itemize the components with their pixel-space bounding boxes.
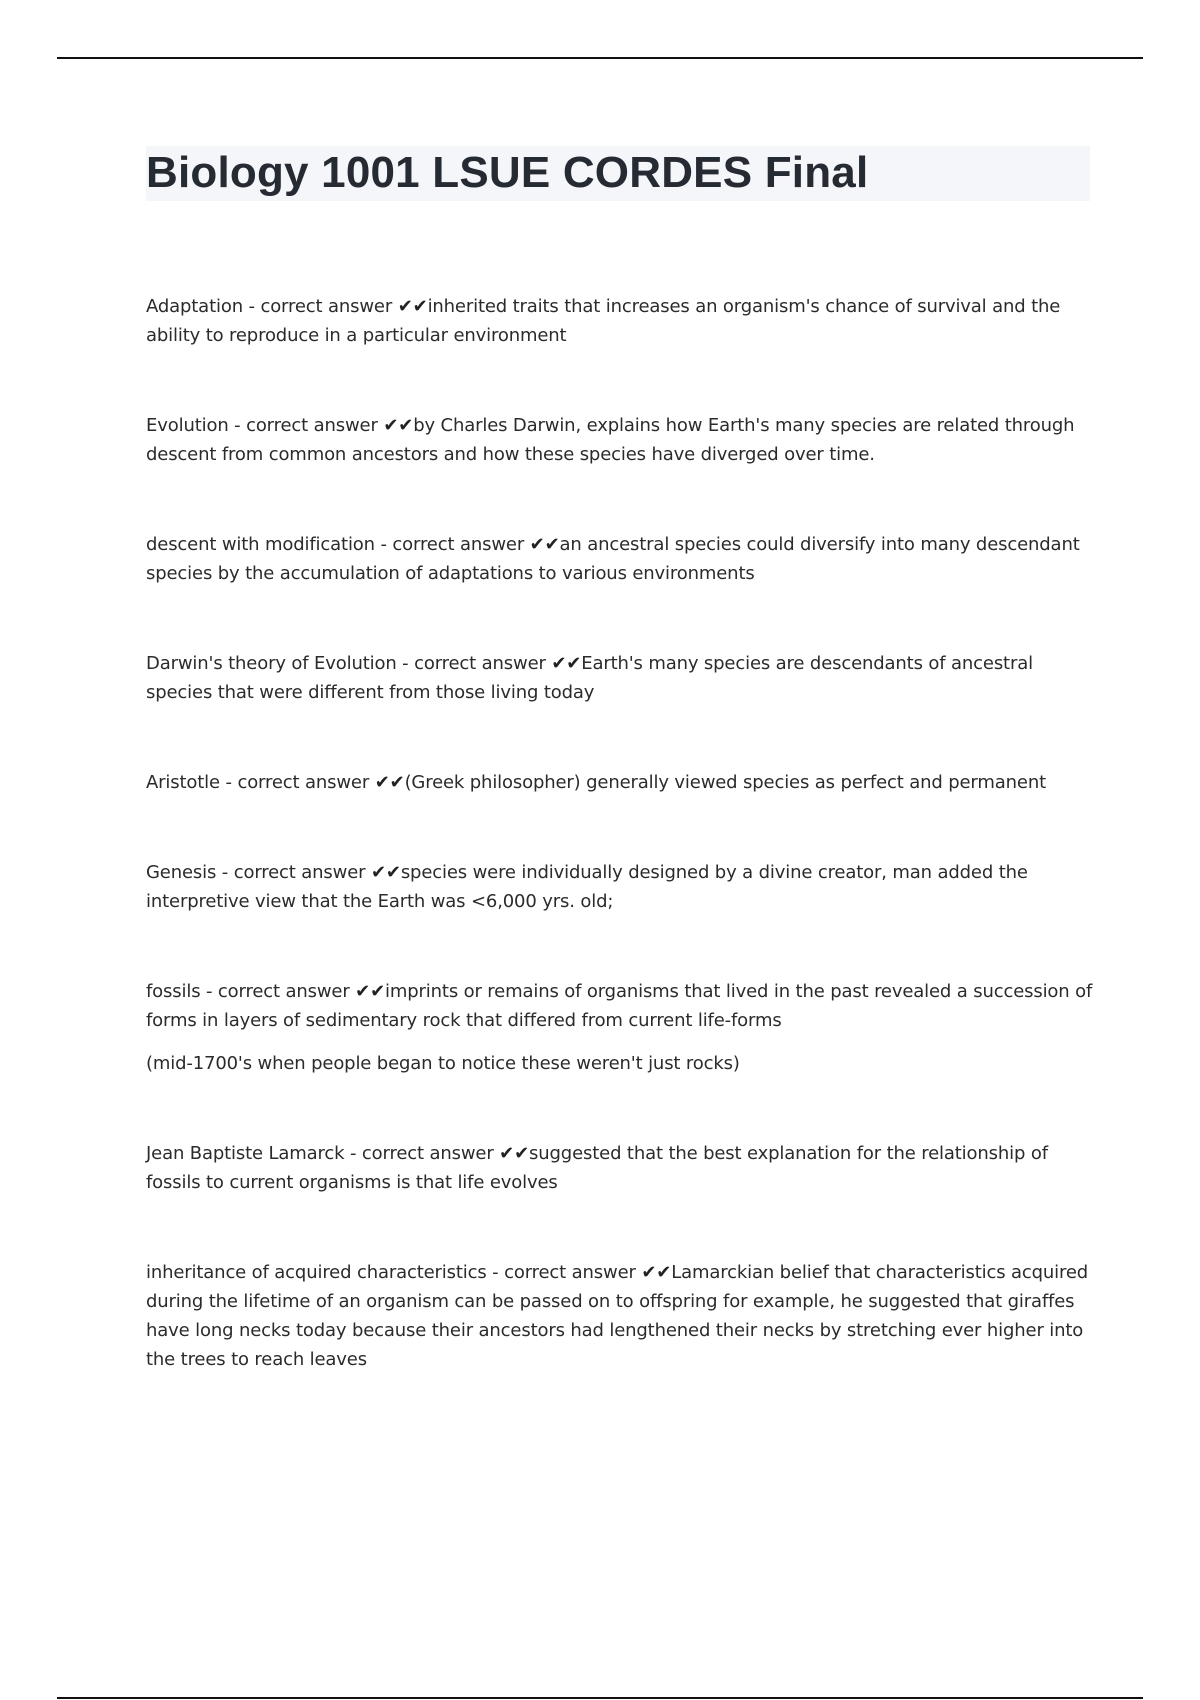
entry-text [146,977,1096,1035]
check-icon: ✔✔ [641,1262,672,1283]
check-icon: ✔✔ [551,653,582,674]
entry-term: Darwin's theory of Evolution [146,653,397,674]
entry-separator: - correct answer [216,862,371,883]
flashcard-entry-descent-with-modification [146,530,1096,588]
check-icon: ✔✔ [355,981,386,1002]
entry-definition: an ancestral species could diversify into many descendant species by the accumulation of adaptations to various environments [146,534,1080,584]
entry-definition: species were individually designed by a divine creator, man added the interpretive view that the Earth was <6,000 yrs. old; [146,862,1028,912]
flashcard-entry-genesis [146,858,1096,916]
entry-term: Jean Baptiste Lamarck [146,1143,345,1164]
check-icon: ✔✔ [370,862,401,883]
entry-definition: imprints or remains of organisms that lived in the past revealed a succession of forms in layers of sedimentary rock that differed from current life-forms [146,981,1093,1031]
entry-term: inheritance of acquired characteristics [146,1262,487,1283]
entry-term: Evolution [146,415,229,436]
check-icon: ✔✔ [499,1143,530,1164]
entry-text [146,1139,1096,1197]
entry-definition: suggested that the best explanation for the relationship of fossils to current organisms is that life evolves [146,1143,1048,1193]
entry-separator: - correct answer [374,534,530,555]
entry-term: descent with modification [146,534,375,555]
flashcard-entry-aristotle [146,768,1096,797]
flashcard-entry-darwins-theory [146,649,1096,707]
entry-separator: - correct answer [396,653,552,674]
entry-separator: - correct answer [200,981,356,1002]
entry-definition: Lamarckian belief that characteristics acquired during the lifetime of an organism can be passed on to offspring for example, he suggested that giraffes have long necks today because their ancestors had lengthened their necks by stretching ever higher into the trees to reach leaves [146,1262,1089,1370]
entry-text [146,1258,1096,1374]
entry-text [146,411,1096,469]
flashcard-entry-inheritance-acquired [146,1258,1096,1374]
flashcard-entry-adaptation [146,292,1096,350]
entry-term: Adaptation [146,296,243,317]
check-icon: ✔✔ [529,534,560,555]
entry-definition: by Charles Darwin, explains how Earth's many species are related through descent from common ancestors and how these species have diverged over time. [146,415,1075,465]
entry-separator: - correct answer [219,772,375,793]
document-title: Biology 1001 LSUE CORDES Final [146,148,869,197]
entry-text [146,530,1096,588]
entry-text [146,292,1096,350]
entry-term: fossils [146,981,201,1002]
entry-definition: (Greek philosopher) generally viewed species as perfect and permanent [404,772,1046,793]
check-icon: ✔✔ [383,415,414,436]
entry-text [146,858,1096,916]
entry-separator: - correct answer [344,1143,500,1164]
entry-separator: - correct answer [228,415,384,436]
entry-definition: inherited traits that increases an organism's chance of survival and the ability to reproduce in a particular environment [146,296,1061,346]
flashcard-entry-lamarck [146,1139,1096,1197]
check-icon: ✔✔ [374,772,405,793]
check-icon: ✔✔ [397,296,428,317]
entry-term: Aristotle [146,772,220,793]
entry-separator: - correct answer [242,296,398,317]
entry-term: Genesis [146,862,217,883]
entry-note: (mid-1700's when people began to notice these weren't just rocks) [146,1053,740,1074]
entry-text [146,768,1096,797]
entry-definition: Earth's many species are descendants of ancestral species that were different from those living today [146,653,1033,703]
top-rule [57,57,1143,59]
bottom-rule [57,1697,1143,1699]
entry-separator: - correct answer [486,1262,642,1283]
entry-text [146,649,1096,707]
flashcard-entry-evolution [146,411,1096,469]
flashcard-list [146,292,1096,1435]
flashcard-entry-fossils [146,977,1096,1078]
